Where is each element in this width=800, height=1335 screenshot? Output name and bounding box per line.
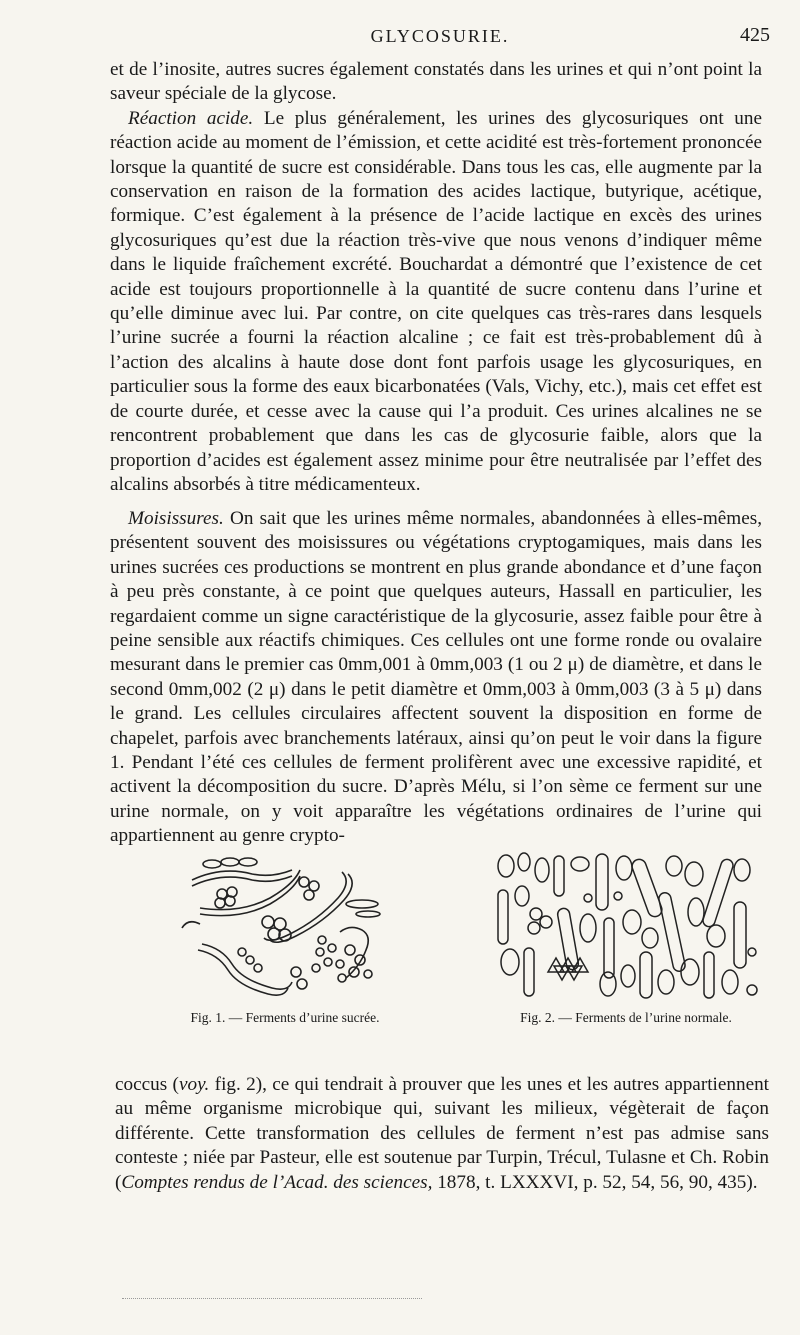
paragraph-reaction-acide-text: Le plus généralement, les urines des glycosuriques ont une réaction acide au moment de l’émission, et cette acidité est très-fortement prononcée lorsque la quantité de sucre est considérable. Dans tous les cas, elle augmente par la conservation en raison de la formation des acides lactique, butyrique, acétique, formique. C’est également à la présence de l’acide lactique en excès des urines glycosuriques qu’est due la réaction très-vive que nous venons d’indiquer même dans le liquide fraîchement excrété. Bouchardat a démontré que l’existence de cet acide est toujours proportionnelle à la quantité de sucre contenu dans l’urine et qu’elle diminue avec lui. Par contre, on cite quelques cas très-rares dans lesquels l’urine sucrée a fourni la réaction alcaline ; ce fait est très-probablement dû à l’action des alcalins à haute dose dont font parfois usage les glycosuriques, en particulier sous la forme des eaux bicarbonatées (Vals, Vichy, etc.), mais cet effet est de courte durée, et cesse avec la cause qui l’a produit. Ces urines alcalines ne se rencontrent probablement que dans les cas de glycosurie faible, alors que la proportion d’acides est également assez minime pour être neutralisée par l’effet des alcalins absorbés à titre médicamenteux. bbox=[110, 107, 763, 495]
figure-2-caption: Fig. 2. — Ferments de l’urine normale. bbox=[520, 1010, 732, 1025]
page-title: GLYCOSURIE. bbox=[370, 26, 510, 46]
section-heading-reaction-acide: Réaction acide. bbox=[128, 107, 254, 129]
citation-title: Comptes rendus de l’Acad. des sciences, bbox=[121, 1171, 433, 1193]
text-block-lower bbox=[115, 1073, 769, 1195]
paragraph-moisissures-text: On sait que les urines même normales, abandonnées à elles-mêmes, présentent souvent des moisissures ou végétations cryptogamiques, mais dans les urines sucrées ces productions se montrent en plus grande abondance et d’une façon à peu près constante, à ce point que quelques auteurs, Hassall en particulier, les regardaient comme un signe caractéristique de la glycosurie, assez faible pour être à peine sensible aux réactifs chimiques. Ces cellules ont une forme ronde ou ovalaire mesurant dans le premier cas 0mm,001 à 0mm,003 (1 ou 2 μ) de diamètre, et dans le second 0mm,002 (2 μ) dans le petit diamètre et 0mm,003 à 0mm,003 (3 à 5 μ) dans le grand. Les cellules circulaires affectent souvent la disposition en forme de chapelet, parfois avec branchements latéraux, ainsi qu’on peut le voir dans la figure 1. Pendant l’été ces cellules de ferment prolifèrent avec une excessive rapidité, et activent la décomposition du sucre. D’après Mélu, si l’on sème ce ferment sur une urine normale, on y voit apparaître les végétations ordinaires de l’urine qui appartiennent au genre crypto- bbox=[110, 508, 763, 847]
text-block-middle bbox=[110, 507, 762, 849]
page-number: 425 bbox=[740, 24, 770, 46]
paragraph-coccus-start: coccus ( bbox=[115, 1074, 179, 1095]
voy-abbreviation: voy. bbox=[178, 1074, 210, 1095]
paragraph-coccus bbox=[115, 1073, 769, 1195]
figure-1-illustration bbox=[172, 852, 398, 1002]
paragraph-coccus-mid: fig. 2), ce qui tendrait à prouver que les unes et les autres appartiennent au même organisme microbique qui, suivant les milieux, végèterait de façon différente. Cette transformation des cellules de ferment n’est pas admise sans conteste ; niée par Pasteur, elle est soutenue par Turpin, Trécul, Tulasne et Ch. Robin ( bbox=[115, 1074, 770, 1193]
paragraph-reaction-acide bbox=[110, 107, 762, 498]
paragraph-coccus-end: 1878, t. LXXXVI, p. 52, 54, 56, 90, 435). bbox=[432, 1171, 758, 1193]
figure-1-caption: Fig. 1. — Ferments d’urine sucrée. bbox=[190, 1010, 380, 1025]
faint-footer-trace bbox=[122, 1298, 422, 1301]
paragraph-moisissures bbox=[110, 507, 762, 849]
figure-1 bbox=[172, 852, 398, 1026]
text-block-upper bbox=[110, 58, 762, 497]
figure-2 bbox=[490, 852, 762, 1026]
section-heading-moisissures: Moisissures. bbox=[128, 508, 224, 529]
paragraph-inosite: et de l’inosite, autres sucres également constatés dans les urines et qui n’ont point la saveur spéciale de la glycose. bbox=[110, 59, 762, 105]
figure-2-illustration bbox=[490, 852, 762, 1002]
running-head bbox=[110, 26, 770, 54]
